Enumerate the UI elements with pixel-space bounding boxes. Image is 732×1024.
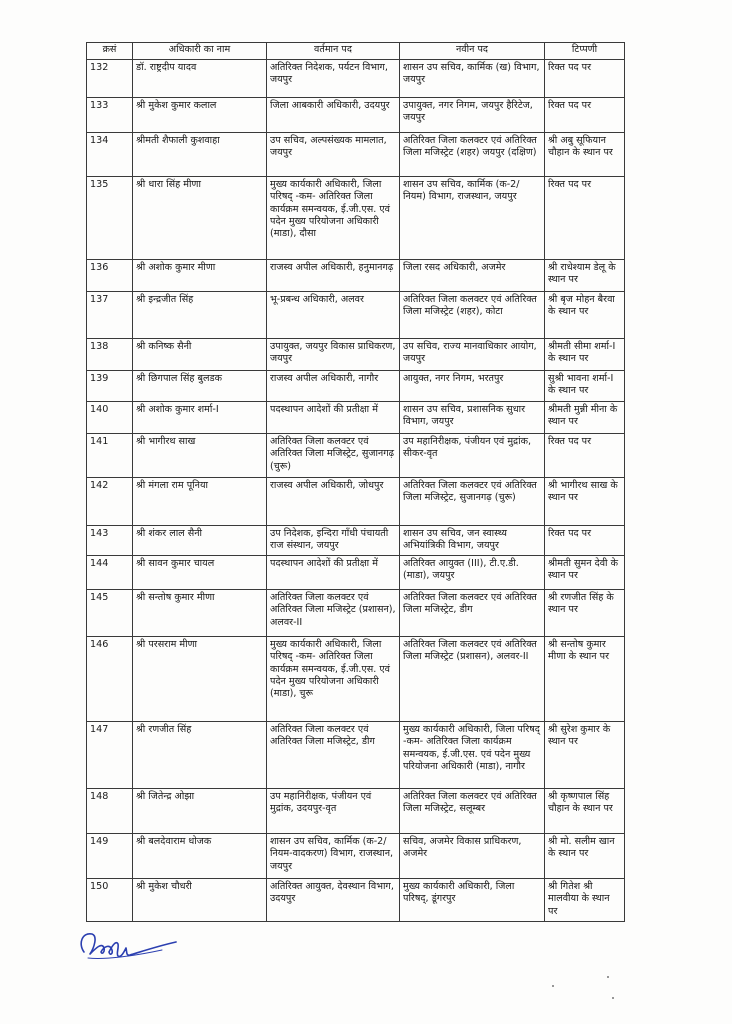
remarks-cell: श्री अबु सूफियान चौहान के स्थान पर (545, 133, 625, 177)
serial-no-cell: 148 (87, 789, 133, 834)
table-row (87, 260, 625, 292)
officer-name-cell: श्री सन्तोष कुमार मीणा (133, 590, 267, 637)
table-header-row (87, 43, 625, 60)
remarks-cell: रिक्त पद पर (545, 434, 625, 478)
new-post-cell: शासन उप सचिव, कार्मिक (क-2/नियम) विभाग, राजस्थान, जयपुर (400, 177, 545, 260)
table-row (87, 722, 625, 789)
officer-name-cell: श्री सावन कुमार चायल (133, 556, 267, 590)
serial-no-cell: 142 (87, 478, 133, 526)
table-row (87, 556, 625, 590)
serial-no-cell: 139 (87, 371, 133, 402)
table-row (87, 637, 625, 722)
serial-no-cell: 150 (87, 879, 133, 922)
table-row (87, 879, 625, 922)
current-post-cell: उप महानिरीक्षक, पंजीयन एवं मुद्रांक, उदयपुर-वृत (267, 789, 400, 834)
current-post-cell: अतिरिक्त जिला कलक्टर एवं अतिरिक्त जिला मजिस्ट्रेट (प्रशासन), अलवर-II (267, 590, 400, 637)
table-row (87, 339, 625, 371)
serial-no-cell: 144 (87, 556, 133, 590)
table-row (87, 834, 625, 879)
new-post-cell: शासन उप सचिव, जन स्वास्थ्य अभियांत्रिकी विभाग, जयपुर (400, 526, 545, 556)
serial-no-cell: 149 (87, 834, 133, 879)
current-post-cell: पदस्थापन आदेशों की प्रतीक्षा में (267, 402, 400, 434)
handwritten-signature (74, 922, 184, 968)
remarks-cell: सुश्री भावना शर्मा-I के स्थान पर (545, 371, 625, 402)
remarks-cell: श्रीमती मुन्नी मीना के स्थान पर (545, 402, 625, 434)
new-post-cell: आयुक्त, नगर निगम, भरतपुर (400, 371, 545, 402)
table-row (87, 402, 625, 434)
header-officer-name: अधिकारी का नाम (133, 43, 267, 60)
current-post-cell: राजस्व अपील अधिकारी, जोधपुर (267, 478, 400, 526)
table-row (87, 526, 625, 556)
current-post-cell: अतिरिक्त जिला कलक्टर एवं अतिरिक्त जिला मजिस्ट्रेट, डीग (267, 722, 400, 789)
serial-no-cell: 133 (87, 98, 133, 133)
new-post-cell: उपायुक्त, नगर निगम, जयपुर हैरिटेज, जयपुर (400, 98, 545, 133)
transfer-table (86, 42, 625, 922)
current-post-cell: भू-प्रबन्ध अधिकारी, अलवर (267, 292, 400, 339)
table-row (87, 133, 625, 177)
new-post-cell: अतिरिक्त जिला कलक्टर एवं अतिरिक्त जिला मजिस्ट्रेट (शहर), कोटा (400, 292, 545, 339)
new-post-cell: अतिरिक्त आयुक्त (III), टी.ए.डी. (माडा), जयपुर (400, 556, 545, 590)
header-remarks: टिप्पणी (545, 43, 625, 60)
new-post-cell: अतिरिक्त जिला कलक्टर एवं अतिरिक्त जिला मजिस्ट्रेट (प्रशासन), अलवर-II (400, 637, 545, 722)
remarks-cell: श्रीमती सुमन देवी के स्थान पर (545, 556, 625, 590)
serial-no-cell: 137 (87, 292, 133, 339)
current-post-cell: उप निदेशक, इन्दिरा गाँधी पंचायती राज संस्थान, जयपुर (267, 526, 400, 556)
new-post-cell: अतिरिक्त जिला कलक्टर एवं अतिरिक्त जिला मजिस्ट्रेट, डीग (400, 590, 545, 637)
serial-no-cell: 135 (87, 177, 133, 260)
table-row (87, 371, 625, 402)
remarks-cell: श्री राधेश्याम डेलू के स्थान पर (545, 260, 625, 292)
new-post-cell: सचिव, अजमेर विकास प्राधिकरण, अजमेर (400, 834, 545, 879)
officer-name-cell: श्री मंगला राम पूनिया (133, 478, 267, 526)
scan-speck (552, 985, 554, 987)
current-post-cell: उप सचिव, अल्पसंख्यक मामलात, जयपुर (267, 133, 400, 177)
table-row (87, 590, 625, 637)
current-post-cell: अतिरिक्त जिला कलक्टर एवं अतिरिक्त जिला मजिस्ट्रेट, सुजानगढ़ (चुरू) (267, 434, 400, 478)
new-post-cell: उप महानिरीक्षक, पंजीयन एवं मुद्रांक, सीकर-वृत (400, 434, 545, 478)
officer-name-cell: श्री अशोक कुमार शर्मा-I (133, 402, 267, 434)
officer-name-cell: श्री इन्द्रजीत सिंह (133, 292, 267, 339)
remarks-cell: रिक्त पद पर (545, 177, 625, 260)
officer-name-cell: श्री छिगपाल सिंह बुलडक (133, 371, 267, 402)
officer-name-cell: श्री शंकर लाल सैनी (133, 526, 267, 556)
new-post-cell: अतिरिक्त जिला कलक्टर एवं अतिरिक्त जिला मजिस्ट्रेट, सलूम्बर (400, 789, 545, 834)
remarks-cell: रिक्त पद पर (545, 98, 625, 133)
new-post-cell: अतिरिक्त जिला कलक्टर एवं अतिरिक्त जिला मजिस्ट्रेट (शहर) जयपुर (दक्षिण) (400, 133, 545, 177)
current-post-cell: अतिरिक्त आयुक्त, देवस्थान विभाग, उदयपुर (267, 879, 400, 922)
remarks-cell: श्री सुरेश कुमार के स्थान पर (545, 722, 625, 789)
table-row (87, 478, 625, 526)
remarks-cell: रिक्त पद पर (545, 526, 625, 556)
serial-no-cell: 146 (87, 637, 133, 722)
remarks-cell: रिक्त पद पर (545, 60, 625, 98)
table-row (87, 98, 625, 133)
header-current-post: वर्तमान पद (267, 43, 400, 60)
new-post-cell: अतिरिक्त जिला कलक्टर एवं अतिरिक्त जिला मजिस्ट्रेट, सुजानगढ़ (चुरू) (400, 478, 545, 526)
current-post-cell: अतिरिक्त निदेशक, पर्यटन विभाग, जयपुर (267, 60, 400, 98)
table-row (87, 292, 625, 339)
officer-name-cell: श्रीमती शैफाली कुशवाहा (133, 133, 267, 177)
serial-no-cell: 147 (87, 722, 133, 789)
serial-no-cell: 132 (87, 60, 133, 98)
serial-no-cell: 138 (87, 339, 133, 371)
serial-no-cell: 143 (87, 526, 133, 556)
officer-name-cell: श्री जितेन्द्र ओझा (133, 789, 267, 834)
serial-no-cell: 134 (87, 133, 133, 177)
officer-name-cell: श्री कनिष्क सैनी (133, 339, 267, 371)
scan-speck (607, 976, 609, 978)
officer-name-cell: श्री परसराम मीणा (133, 637, 267, 722)
officer-name-cell: श्री भागीरथ साख (133, 434, 267, 478)
remarks-cell: श्री भागीरथ साख के स्थान पर (545, 478, 625, 526)
header-new-post: नवीन पद (400, 43, 545, 60)
header-serial-no: क्रसं (87, 43, 133, 60)
current-post-cell: शासन उप सचिव, कार्मिक (क-2/नियम-वादकरण) विभाग, राजस्थान, जयपुर (267, 834, 400, 879)
new-post-cell: मुख्य कार्यकारी अधिकारी, जिला परिषद् -कम- अतिरिक्त जिला कार्यक्रम समन्वयक, ई.जी.एस. एवं पदेन मुख्य परियोजना अधिकारी (माडा), नागौर (400, 722, 545, 789)
scan-speck (612, 997, 614, 999)
table-row (87, 434, 625, 478)
serial-no-cell: 145 (87, 590, 133, 637)
officer-name-cell: श्री मुकेश कुमार कलाल (133, 98, 267, 133)
serial-no-cell: 141 (87, 434, 133, 478)
table-row (87, 60, 625, 98)
serial-no-cell: 140 (87, 402, 133, 434)
officer-name-cell: श्री अशोक कुमार मीणा (133, 260, 267, 292)
officer-name-cell: डॉ. राष्ट्रदीप यादव (133, 60, 267, 98)
current-post-cell: राजस्व अपील अधिकारी, हनुमानगढ़ (267, 260, 400, 292)
current-post-cell: राजस्व अपील अधिकारी, नागौर (267, 371, 400, 402)
current-post-cell: मुख्य कार्यकारी अधिकारी, जिला परिषद् -कम- अतिरिक्त जिला कार्यक्रम समन्वयक, ई.जी.एस. एवं पदेन मुख्य परियोजना अधिकारी (माडा), चुरू (267, 637, 400, 722)
remarks-cell: श्री मो. सलीम खान के स्थान पर (545, 834, 625, 879)
remarks-cell: श्री बृज मोहन बैरवा के स्थान पर (545, 292, 625, 339)
new-post-cell: शासन उप सचिव, प्रशासनिक सुधार विभाग, जयपुर (400, 402, 545, 434)
remarks-cell: श्री सन्तोष कुमार मीणा के स्थान पर (545, 637, 625, 722)
officer-name-cell: श्री धारा सिंह मीणा (133, 177, 267, 260)
new-post-cell: मुख्य कार्यकारी अधिकारी, जिला परिषद्, डूंगरपुर (400, 879, 545, 922)
current-post-cell: उपायुक्त, जयपुर विकास प्राधिकरण, जयपुर (267, 339, 400, 371)
new-post-cell: जिला रसद अधिकारी, अजमेर (400, 260, 545, 292)
new-post-cell: शासन उप सचिव, कार्मिक (ख) विभाग, जयपुर (400, 60, 545, 98)
remarks-cell: श्री कृष्णपाल सिंह चौहान के स्थान पर (545, 789, 625, 834)
officer-name-cell: श्री बलदेवाराम धोजक (133, 834, 267, 879)
remarks-cell: श्री रणजीत सिंह के स्थान पर (545, 590, 625, 637)
current-post-cell: जिला आबकारी अधिकारी, उदयपुर (267, 98, 400, 133)
current-post-cell: मुख्य कार्यकारी अधिकारी, जिला परिषद् -कम- अतिरिक्त जिला कार्यक्रम समन्वयक, ई.जी.एस. एवं पदेन मुख्य परियोजना अधिकारी (माडा), दौसा (267, 177, 400, 260)
remarks-cell: श्रीमती सीमा शर्मा-I के स्थान पर (545, 339, 625, 371)
current-post-cell: पदस्थापन आदेशों की प्रतीक्षा में (267, 556, 400, 590)
table-row (87, 789, 625, 834)
officer-name-cell: श्री मुकेश चौधरी (133, 879, 267, 922)
officer-name-cell: श्री रणजीत सिंह (133, 722, 267, 789)
table-row (87, 177, 625, 260)
new-post-cell: उप सचिव, राज्य मानवाधिकार आयोग, जयपुर (400, 339, 545, 371)
serial-no-cell: 136 (87, 260, 133, 292)
remarks-cell: श्री गितेश श्री मालवीया के स्थान पर (545, 879, 625, 922)
